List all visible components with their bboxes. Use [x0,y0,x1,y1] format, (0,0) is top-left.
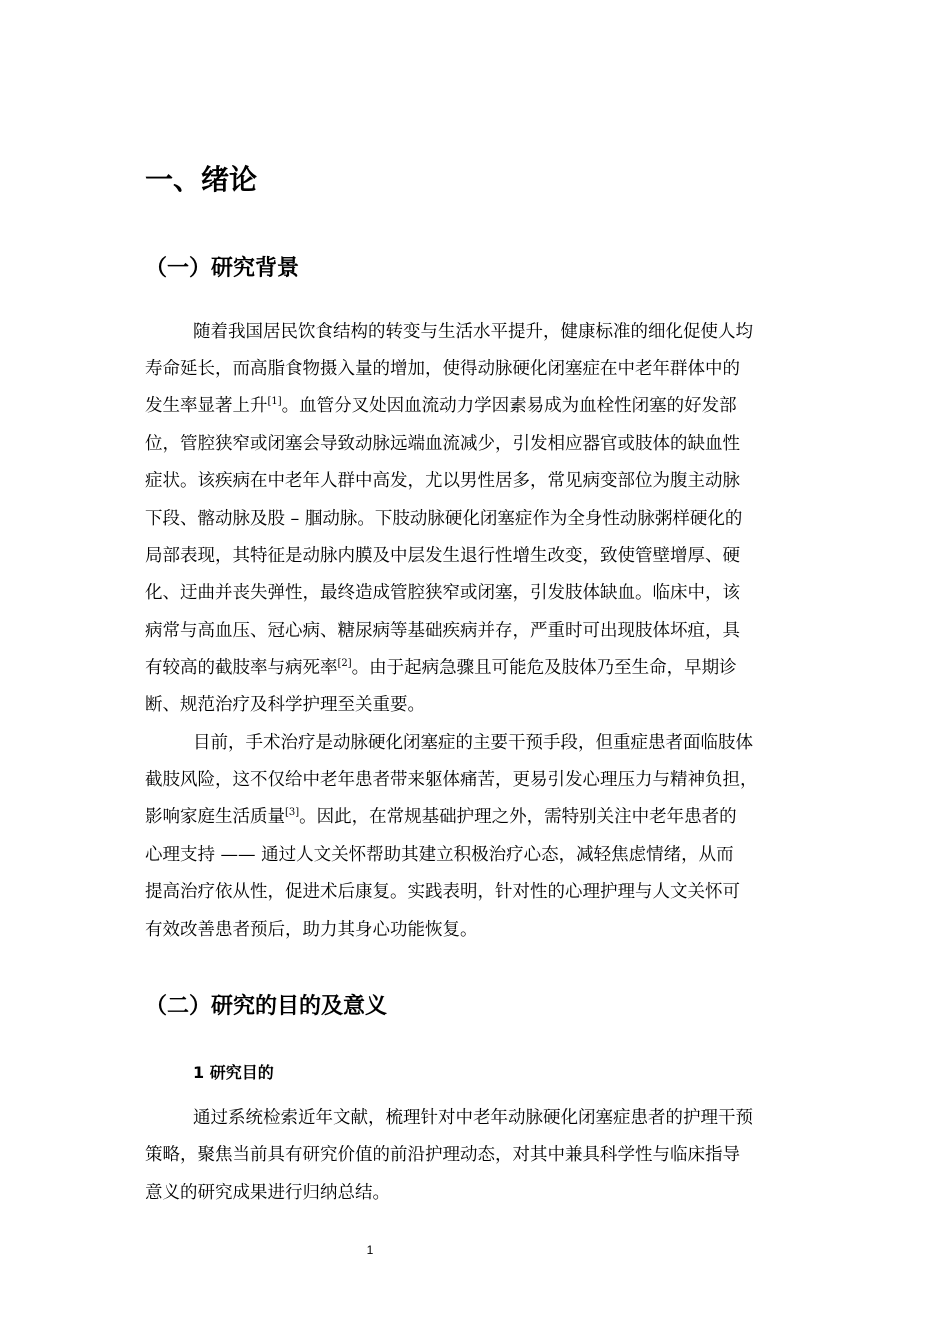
paragraph-text: 发生率显著上升 [145,396,268,416]
paragraph-line: 随着我国居民饮食结构的转变与生活水平提升，健康标准的细化促使人均 [193,322,753,342]
sub-heading-purpose: 1 研究目的 [193,1063,274,1082]
paragraph-line: 位，管腔狭窄或闭塞会导致动脉远端血流减少，引发相应器官或肢体的缺血性 [145,434,740,454]
citation-reference: [3] [285,807,300,818]
paragraph-line: 意义的研究成果进行归纳总结。 [145,1183,390,1203]
paragraph-line: 症状。该疾病在中老年人群中高发，尤以男性居多，常见病变部位为腹主动脉 [145,471,740,491]
paragraph-line [145,655,737,681]
citation-reference: [2] [337,658,352,669]
paragraph-line: 有效改善患者预后，助力其身心功能恢复。 [145,920,478,940]
paragraph-line: 通过系统检索近年文献，梳理针对中老年动脉硬化闭塞症患者的护理干预 [193,1108,753,1128]
section-heading-purpose: （二）研究的目的及意义 [145,994,388,1019]
paragraph-line: 心理支持 —— 通过人文关怀帮助其建立积极治疗心态，减轻焦虑情绪，从而 [145,845,734,865]
section-heading-background: （一）研究背景 [145,256,300,281]
chapter-heading: 一、绪论 [145,163,258,196]
paragraph-line: 断、规范治疗及科学护理至关重要。 [145,695,425,715]
paragraph-line: 局部表现，其特征是动脉内膜及中层发生退行性增生改变，致使管壁增厚、硬 [145,546,740,566]
paragraph-line: 病常与高血压、冠心病、糖尿病等基础疾病并存，严重时可出现肢体坏疽，具 [145,621,740,641]
paragraph-text: 。由于起病急骤且可能危及肢体乃至生命，早期诊 [351,658,737,678]
paragraph-line: 提高治疗依从性，促进术后康复。实践表明，针对性的心理护理与人文关怀可 [145,882,740,902]
paragraph-text: 。血管分叉处因血流动力学因素易成为血栓性闭塞的好发部 [281,396,737,416]
paragraph-line: 寿命延长，而高脂食物摄入量的增加，使得动脉硬化闭塞症在中老年群体中的 [145,359,740,379]
paragraph-line: 截肢风险，这不仅给中老年患者带来躯体痛苦，更易引发心理压力与精神负担， [145,770,758,790]
paragraph-text: 。因此，在常规基础护理之外，需特别关注中老年患者的 [299,807,737,827]
paragraph-text: 影响家庭生活质量 [145,807,285,827]
paragraph-line [145,393,737,419]
paragraph-line: 策略，聚焦当前具有研究价值的前沿护理动态，对其中兼具科学性与临床指导 [145,1145,740,1165]
citation-reference: [1] [267,396,282,407]
paragraph-line [145,804,737,830]
page-number: 1 [366,1243,374,1257]
paragraph-line: 化、迂曲并丧失弹性，最终造成管腔狭窄或闭塞，引发肢体缺血。临床中，该 [145,583,740,603]
paragraph-line: 下段、髂动脉及股 – 腘动脉。下肢动脉硬化闭塞症作为全身性动脉粥样硬化的 [145,509,743,529]
paragraph-line: 目前，手术治疗是动脉硬化闭塞症的主要干预手段，但重症患者面临肢体 [193,733,753,753]
paragraph-text: 有较高的截肢率与病死率 [145,658,338,678]
